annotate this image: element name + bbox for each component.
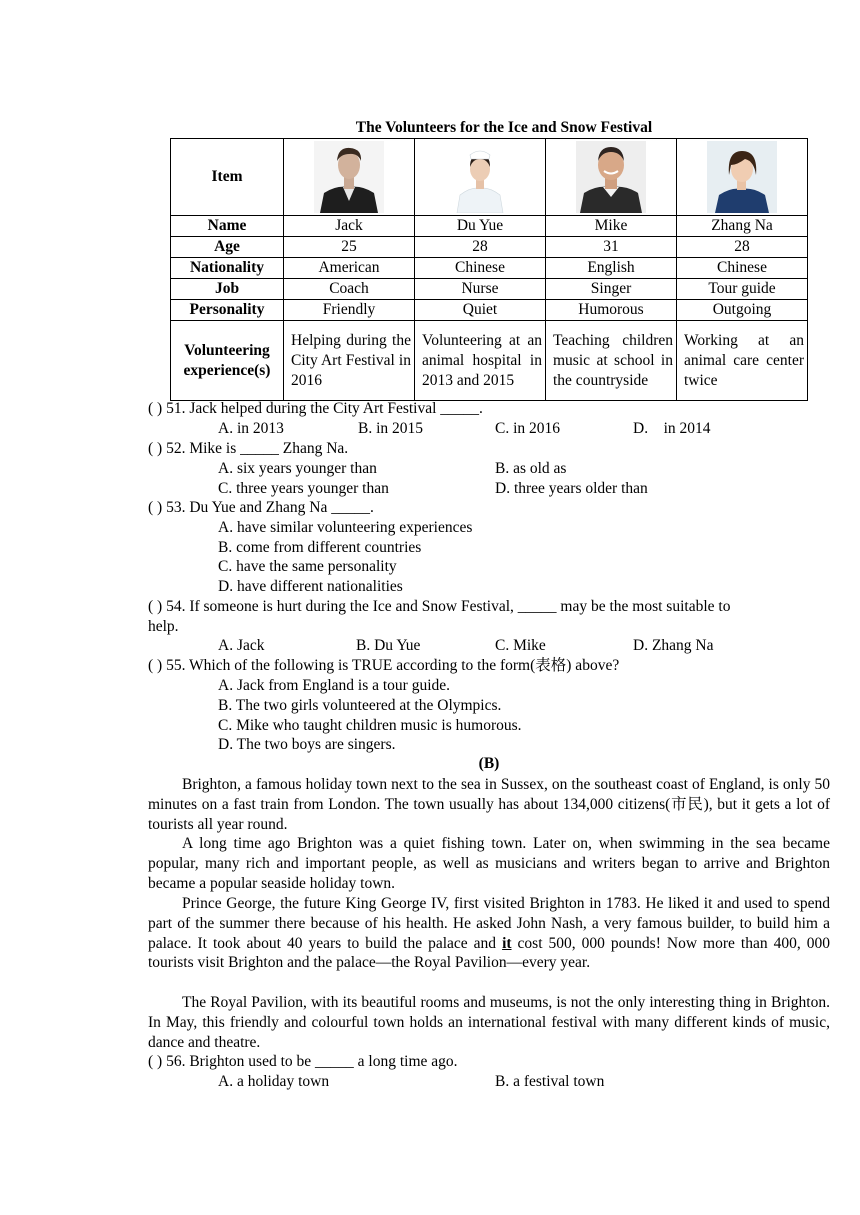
cell-age-zhang-na: 28 bbox=[677, 237, 808, 258]
q53-option-b: B. come from different countries bbox=[218, 539, 422, 556]
cell-job-zhang-na: Tour guide bbox=[677, 279, 808, 300]
passage-b-paragraph-1: Brighton, a famous holiday town next to the sea in Sussex, on the southeast coast of England, is only 50 minutes on a fast train from London. The town usually has about 134,000 citizens(市民), but it gets a lot of tourists all year round. bbox=[148, 776, 830, 833]
cell-experience-zhang-na: Working at an animal care center twice bbox=[677, 321, 808, 401]
cell-personality-jack: Friendly bbox=[284, 300, 415, 321]
q52-option-b: B. as old as bbox=[495, 460, 567, 477]
underlined-it: it bbox=[502, 934, 512, 952]
row-label-age: Age bbox=[171, 237, 284, 258]
q51-option-c: C. in 2016 bbox=[495, 420, 561, 437]
q54-option-b: B. Du Yue bbox=[356, 637, 421, 654]
q51-option-a: A. in 2013 bbox=[218, 420, 284, 437]
q56-option-b: B. a festival town bbox=[495, 1073, 605, 1090]
photo-cell-mike bbox=[546, 139, 677, 216]
passage-b-heading: (B) bbox=[478, 755, 500, 772]
q53-option-c: C. have the same personality bbox=[218, 558, 397, 575]
row-label-name: Name bbox=[171, 216, 284, 237]
passage-b-paragraph-3: Prince George, the future King George IV, first visited Brighton in 1783. He liked it and used to spend part of the summer there because of his health. He asked John Nash, a very famous builder, to build him a palace. It took about 40 years to build the palace and it cost 500, 000 pounds! Now more than 400, 000 tourists visit Brighton and the palace—the Royal Pavilion—every year. bbox=[148, 895, 830, 972]
cell-name-du-yue: Du Yue bbox=[415, 216, 546, 237]
q55-option-d: D. The two boys are singers. bbox=[218, 736, 396, 753]
question-56: ( ) 56. Brighton used to be _____ a long time ago. bbox=[148, 1053, 458, 1070]
cell-age-jack: 25 bbox=[284, 237, 415, 258]
volunteer-table bbox=[170, 138, 808, 401]
cell-age-du-yue: 28 bbox=[415, 237, 546, 258]
photo-cell-jack bbox=[284, 139, 415, 216]
q53-option-a: A. have similar volunteering experiences bbox=[218, 519, 473, 536]
row-label-nationality: Nationality bbox=[171, 258, 284, 279]
q51-option-b: B. in 2015 bbox=[358, 420, 424, 437]
cell-personality-zhang-na: Outgoing bbox=[677, 300, 808, 321]
passage-b-paragraph-4: The Royal Pavilion, with its beautiful rooms and museums, is not the only interesting thing in Brighton. In May, this friendly and colourful town holds an international festival with many different kinds of music, dance and theatre. bbox=[148, 994, 830, 1051]
cell-name-mike: Mike bbox=[546, 216, 677, 237]
q56-option-a: A. a holiday town bbox=[218, 1073, 330, 1090]
cell-personality-du-yue: Quiet bbox=[415, 300, 546, 321]
cell-experience-du-yue: Volunteering at an animal hospital in 2013 and 2015 bbox=[415, 321, 546, 401]
q52-option-d: D. three years older than bbox=[495, 480, 648, 497]
q51-option-d: D. in 2014 bbox=[633, 420, 711, 437]
row-label-job: Job bbox=[171, 279, 284, 300]
mike-photo bbox=[576, 141, 646, 213]
zhang-na-photo bbox=[707, 141, 777, 213]
q53-option-d: D. have different nationalities bbox=[218, 578, 403, 595]
question-54-continued: help. bbox=[148, 618, 179, 635]
photo-cell-zhang-na bbox=[677, 139, 808, 216]
row-label-personality: Personality bbox=[171, 300, 284, 321]
q54-option-d: D. Zhang Na bbox=[633, 637, 714, 654]
cell-nationality-zhang-na: Chinese bbox=[677, 258, 808, 279]
row-label-experience: Volunteering experience(s) bbox=[171, 321, 284, 401]
question-53: ( ) 53. Du Yue and Zhang Na _____. bbox=[148, 499, 374, 516]
cell-job-du-yue: Nurse bbox=[415, 279, 546, 300]
q54-option-a: A. Jack bbox=[218, 637, 265, 654]
q55-option-a: A. Jack from England is a tour guide. bbox=[218, 677, 451, 694]
cell-age-mike: 31 bbox=[546, 237, 677, 258]
cell-job-jack: Coach bbox=[284, 279, 415, 300]
photo-cell-du-yue bbox=[415, 139, 546, 216]
du-yue-photo bbox=[445, 141, 515, 213]
q54-option-c: C. Mike bbox=[495, 637, 546, 654]
cell-name-jack: Jack bbox=[284, 216, 415, 237]
question-51: ( ) 51. Jack helped during the City Art Festival _____. bbox=[148, 400, 483, 417]
cell-nationality-jack: American bbox=[284, 258, 415, 279]
table-title: The Volunteers for the Ice and Snow Festival bbox=[355, 119, 653, 136]
question-55: ( ) 55. Which of the following is TRUE according to the form(表格) above? bbox=[148, 657, 620, 674]
question-52: ( ) 52. Mike is _____ Zhang Na. bbox=[148, 440, 349, 457]
cell-name-zhang-na: Zhang Na bbox=[677, 216, 808, 237]
cell-experience-jack: Helping during the City Art Festival in 2016 bbox=[284, 321, 415, 401]
q55-option-b: B. The two girls volunteered at the Olympics. bbox=[218, 697, 502, 714]
cell-experience-mike: Teaching children music at school in the countryside bbox=[546, 321, 677, 401]
jack-photo bbox=[314, 141, 384, 213]
cell-nationality-du-yue: Chinese bbox=[415, 258, 546, 279]
passage-b-paragraph-2: A long time ago Brighton was a quiet fishing town. Later on, when swimming in the sea became popular, many rich and important people, as well as musicians and writers began to arrive and Brighton became a popular seaside holiday town. bbox=[148, 835, 830, 892]
cell-job-mike: Singer bbox=[546, 279, 677, 300]
cell-personality-mike: Humorous bbox=[546, 300, 677, 321]
cell-nationality-mike: English bbox=[546, 258, 677, 279]
q55-option-c: C. Mike who taught children music is humorous. bbox=[218, 717, 522, 734]
item-header: Item bbox=[171, 139, 284, 216]
q52-option-c: C. three years younger than bbox=[218, 480, 389, 497]
q52-option-a: A. six years younger than bbox=[218, 460, 377, 477]
question-54: ( ) 54. If someone is hurt during the Ice and Snow Festival, _____ may be the most suitable to bbox=[148, 598, 731, 615]
